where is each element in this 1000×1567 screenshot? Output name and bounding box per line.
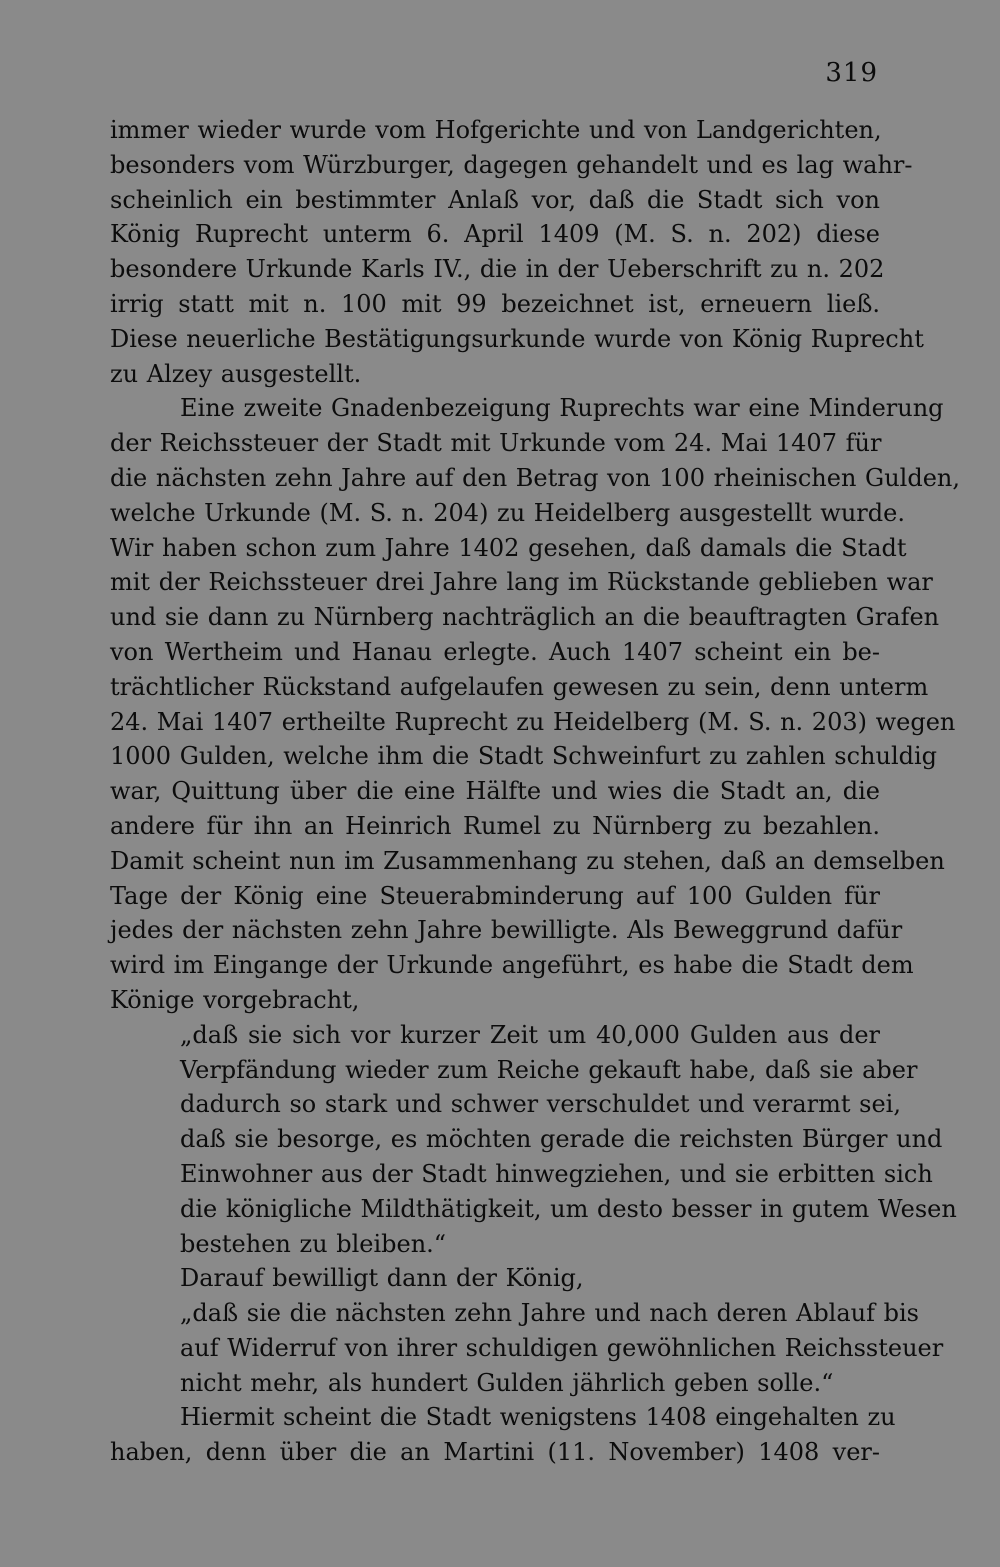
text-line: besondere Urkunde Karls IV., die in der Ueberschrift zu n. 202: [110, 255, 885, 284]
text-line: Wir haben schon zum Jahre 1402 gesehen, daß damals die Stadt: [110, 533, 907, 562]
text-line: haben, denn über die an Martini (11. November) 1408 ver-: [110, 1438, 880, 1467]
text-line: 24. Mai 1407 ertheilte Ruprecht zu Heidelberg (M. S. n. 203) wegen: [110, 707, 956, 736]
quote-line: „daß sie sich vor kurzer Zeit um 40,000 Gulden aus der: [180, 1020, 880, 1049]
quote-line: auf Widerruf von ihrer schuldigen gewöhnlichen Reichssteuer: [180, 1333, 944, 1362]
text-line: besonders vom Würzburger, dagegen gehandelt und es lag wahr-: [110, 150, 913, 179]
text-line: Damit scheint nun im Zusammenhang zu stehen, daß an demselben: [110, 846, 945, 875]
text-line: irrig statt mit n. 100 mit 99 bezeichnet ist, erneuern ließ.: [110, 289, 880, 318]
text-line: Könige vorgebracht,: [110, 985, 360, 1014]
text-line: zu Alzey ausgestellt.: [110, 359, 362, 388]
text-line: 1000 Gulden, welche ihm die Stadt Schweinfurt zu zahlen schuldig: [110, 742, 938, 771]
text-line: der Reichssteuer der Stadt mit Urkunde vom 24. Mai 1407 für: [110, 429, 882, 458]
paragraph-first-line: Darauf bewilligt dann der König,: [180, 1264, 584, 1293]
text-line: mit der Reichssteuer drei Jahre lang im Rückstande geblieben war: [110, 568, 933, 597]
text-line: Tage der König eine Steuerabminderung auf 100 Gulden für: [110, 881, 880, 910]
text-line: von Wertheim und Hanau erlegte. Auch 1407 scheint ein be-: [110, 637, 880, 666]
quote-line: „daß sie die nächsten zehn Jahre und nach deren Ablauf bis: [180, 1299, 919, 1328]
quote-line: nicht mehr, als hundert Gulden jährlich geben solle.“: [180, 1368, 834, 1397]
quote-line: Einwohner aus der Stadt hinwegziehen, und sie erbitten sich: [180, 1159, 933, 1188]
text-line: und sie dann zu Nürnberg nachträglich an die beauftragten Grafen: [110, 603, 940, 632]
text-line: war, Quittung über die eine Hälfte und wies die Stadt an, die: [110, 777, 880, 806]
quote-line: Verpfändung wieder zum Reiche gekauft habe, daß sie aber: [180, 1055, 918, 1084]
paragraph-first-line: Eine zweite Gnadenbezeigung Ruprechts war eine Minderung: [180, 394, 944, 423]
text-line: Diese neuerliche Bestätigungsurkunde wurde von König Ruprecht: [110, 324, 924, 353]
text-line: jedes der nächsten zehn Jahre bewilligte. Als Beweggrund dafür: [110, 916, 903, 945]
quote-line: die königliche Mildthätigkeit, um desto besser in gutem Wesen: [180, 1194, 957, 1223]
page-number: 319: [825, 58, 878, 88]
quote-line: dadurch so stark und schwer verschuldet und verarmt sei,: [180, 1090, 901, 1119]
text-line: König Ruprecht unterm 6. April 1409 (M. S. n. 202) diese: [110, 220, 880, 249]
text-line: wird im Eingange der Urkunde angeführt, es habe die Stadt dem: [110, 951, 914, 980]
text-line: die nächsten zehn Jahre auf den Betrag von 100 rheinischen Gulden,: [110, 463, 960, 492]
quote-line: daß sie besorge, es möchten gerade die reichsten Bürger und: [180, 1125, 943, 1154]
text-line: welche Urkunde (M. S. n. 204) zu Heidelberg ausgestellt wurde.: [110, 498, 905, 527]
text-line: immer wieder wurde vom Hofgerichte und von Landgerichten,: [110, 116, 882, 144]
quote-line: bestehen zu bleiben.“: [180, 1229, 447, 1258]
text-line: andere für ihn an Heinrich Rumel zu Nürnberg zu bezahlen.: [110, 811, 880, 840]
body-text: [110, 113, 960, 1470]
text-line: trächtlicher Rückstand aufgelaufen gewesen zu sein, denn unterm: [110, 672, 929, 701]
paragraph-first-line: Hiermit scheint die Stadt wenigstens 1408 eingehalten zu: [180, 1403, 896, 1432]
text-line: scheinlich ein bestimmter Anlaß vor, daß die Stadt sich von: [110, 185, 880, 214]
